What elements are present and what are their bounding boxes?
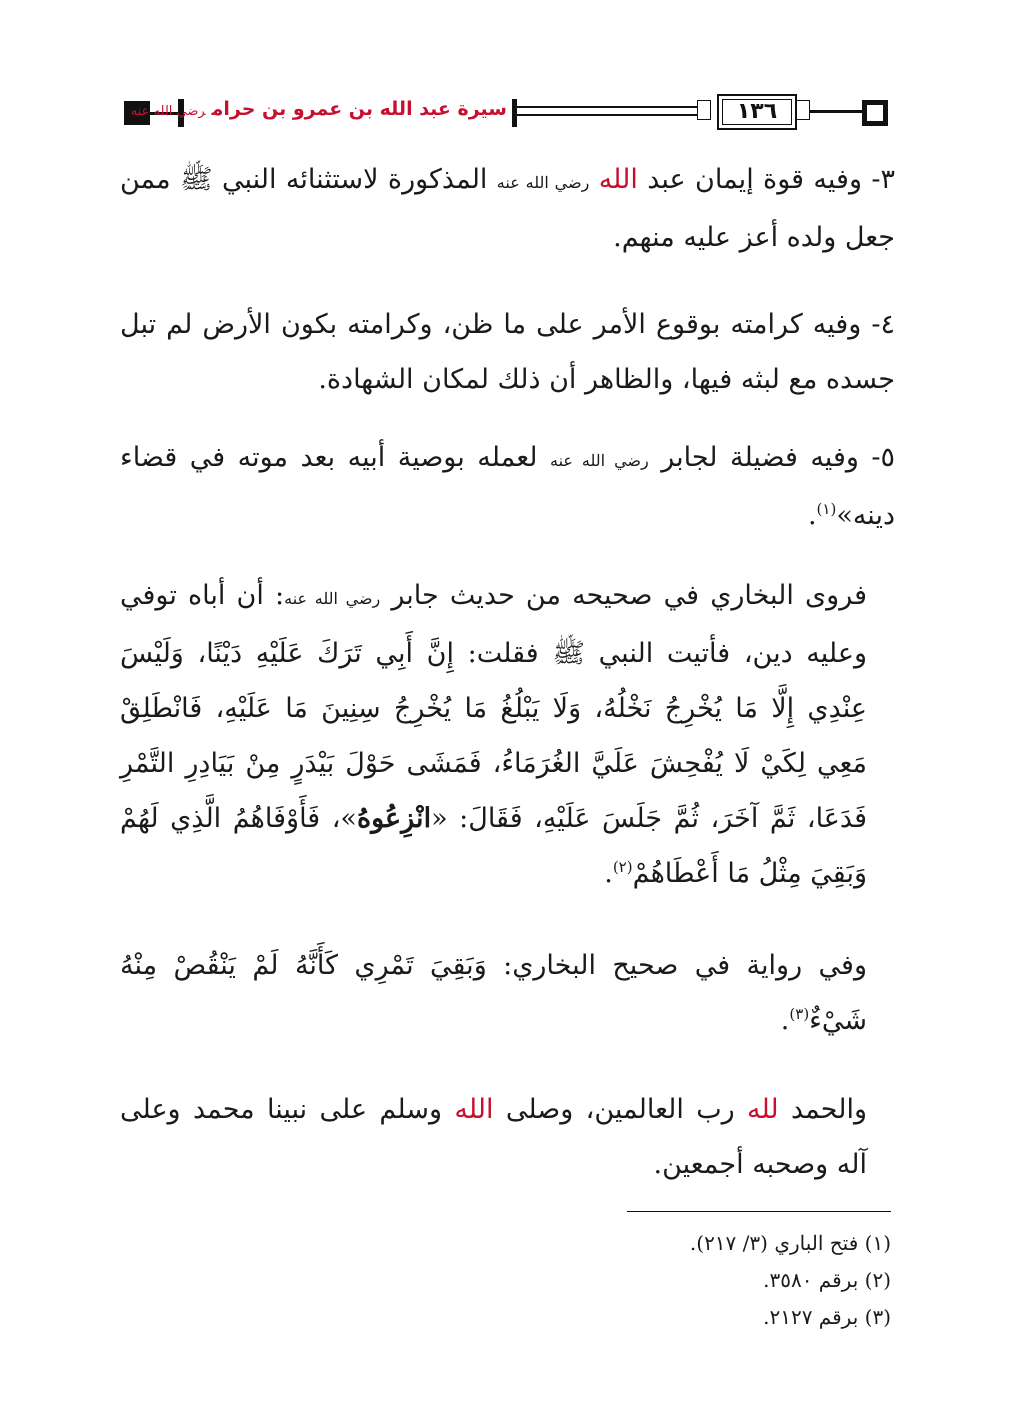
header-rule-middle [517,106,699,116]
item-5 [120,430,895,543]
running-title-text: سيرة عبد الله بن عمرو بن حرام [211,98,507,120]
item-4-text: ٤- وفيه كرامته بوقوع الأمر على ما ظن، وكرامته بكون الأرض لم تبل جسده مع لبثه فيها، والظاهر أن ذلك لمكان الشهادة. [120,309,895,395]
footnote-ref-1[interactable]: (١) [816,500,837,518]
divine-name: لله [747,1094,779,1125]
salutation-glyph: ﷺ [552,638,586,669]
closing-paragraph [120,1082,895,1192]
honorific-glyph: رضي الله عنه [496,173,590,192]
running-title [131,98,507,120]
header-rule-right [810,110,862,113]
footnote-3: (٣) برقم ٢١٢٧. [763,1305,891,1329]
item-3 [120,152,895,265]
honorific-glyph: رضي الله عنه [130,104,206,119]
closing-text [120,1082,895,1192]
item-5-text [120,430,895,543]
closing-part-a: والحمد [778,1094,867,1125]
item-3-text [120,152,895,265]
honorific-glyph: رضي الله عنه [549,451,649,470]
closing-part-c: وسلم على نبينا محمد وعلى آله وصحبه أجمعين. [120,1094,867,1180]
item-3-part-c: المذكورة لاستثنائه النبي [212,164,497,195]
closing-part-b: رب العالمين، وصلى [493,1094,748,1125]
item-4 [120,297,895,407]
footnote-ref-3[interactable]: (٣) [789,1005,810,1023]
bukhari-period: . [604,858,613,889]
riwaya-part-a: وفي رواية في صحيح البخاري: وَبَقِيَ تَمْرِي كَأَنَّهُ لَمْ يَنْقُصْ مِنْهُ شَيْءٌ [120,950,867,1036]
footnotes [120,1225,891,1336]
bukhari-part-d: »، فَأَوْفَاهُمُ الَّذِي لَهُمْ وَبَقِيَ مِثْلُ مَا أَعْطَاهُمْ [120,803,867,889]
item-5-part-b: لعمله بوصية أبيه بعد موته في قضاء دينه» [120,442,895,531]
bukhari-hadith-text: فقلت: إِنَّ أَبِي تَرَكَ عَلَيْهِ دَيْنًا، وَلَيْسَ عِنْدِي إِلَّا مَا يُخْرِجُ نَخْلُهُ، وَلَا يَبْلُغُ مَا يُخْرِجُ سِنِينَ مَا عَلَيْهِ، فَانْطَلِقْ مَعِي لِكَيْ لَا يُفْحِشَ عَلَيَّ الغُرَمَاءُ، فَمَشَى حَوْلَ بَيْدَرٍ مِنْ بَيَادِرِ التَّمْرِ فَدَعَا، ثَمَّ آخَرَ، ثُمَّ جَلَسَ عَلَيْهِ، فَقَالَ: « [120,638,867,834]
footnote-2: (٢) برقم ٣٥٨٠. [763,1268,891,1292]
item-5-part-a: ٥- وفيه فضيلة لجابر [648,442,895,473]
bukhari-paragraph [120,568,895,901]
header-right-square [862,100,888,126]
divine-name: الله [454,1094,494,1125]
footnote-ref-2[interactable]: (٢) [612,858,633,876]
bukhari-command-word: انْزِعُوهُ [356,803,432,834]
page-number-frame [717,94,797,130]
riwaya-paragraph [120,938,895,1048]
page-number-ornament-left [697,100,711,120]
footnote-1: (١) فتح الباري (٣/ ٢١٧). [689,1231,891,1255]
footnote-separator [627,1211,891,1212]
page-number: ١٣٦ [736,99,778,124]
page-header [120,92,895,138]
item-3-space [589,164,598,195]
item-3-part-a: ٣- وفيه قوة إيمان عبد [637,164,895,195]
riwaya-text [120,938,895,1048]
honorific-glyph: رضي الله عنه [284,589,381,608]
bukhari-text [120,568,895,901]
bukhari-part-b: : أن أباه توفي وعليه دين، فأتيت النبي [120,580,868,669]
bukhari-part-a: فروى البخاري في صحيحه من حديث جابر [380,580,868,611]
riwaya-period: . [780,1005,790,1036]
salutation-glyph: ﷺ [180,164,213,195]
divine-name: الله [598,164,638,195]
page-number-ornament-right [796,100,810,120]
item-5-period: . [807,500,817,531]
item-3-part-d: ممن جعل ولده أعز عليه منهم. [120,164,895,253]
